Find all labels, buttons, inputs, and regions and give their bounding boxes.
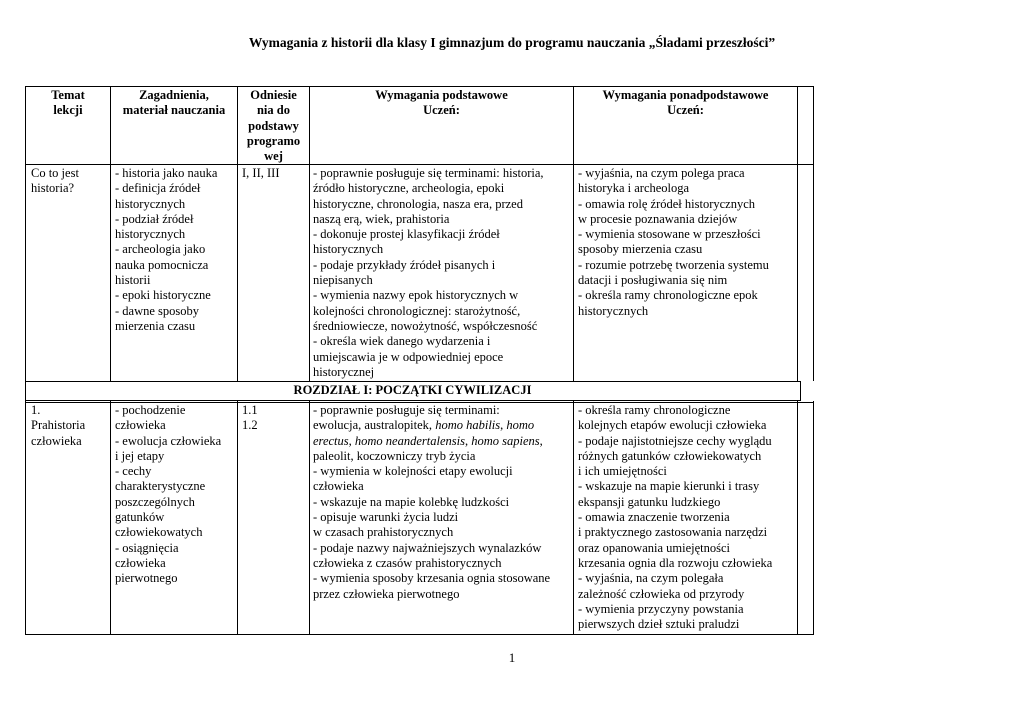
row2-issues-line: człowiekowatych <box>115 525 203 540</box>
row2-extended-line: ekspansji gatunku ludzkiego <box>578 494 721 509</box>
header-reference-line: programo <box>246 133 301 148</box>
row2-reference <box>242 403 308 434</box>
row1-issues-line: - epoki historyczne <box>115 288 211 303</box>
row2-basic-term: erectus <box>313 433 349 448</box>
row1-issues-line: - definicja źródeł <box>115 181 201 196</box>
header-basic-line: Wymagania podstawowe <box>375 88 508 102</box>
row2-reference-line: 1.2 <box>242 418 258 433</box>
header-basic <box>310 88 573 119</box>
table-border-top <box>25 86 813 87</box>
row1-basic-line: umiejscawia je w odpowiedniej epoce <box>313 349 504 364</box>
row2-extended-line: krzesania ognia dla rozwoju człowieka <box>578 555 773 570</box>
row1-extended-line: - określa ramy chronologiczne epok <box>578 288 758 303</box>
header-reference-line: Odniesie <box>250 88 297 102</box>
row1-basic-line: historycznej <box>313 364 375 379</box>
row-divider <box>25 400 800 401</box>
row2-basic-line: - wymienia w kolejności etapy ewolucji <box>313 464 513 479</box>
row1-issues-line: - dawne sposoby <box>115 303 200 318</box>
row1-extended-line: - wymienia stosowane w przeszłości <box>578 227 761 242</box>
row1-issues-line: mierzenia czasu <box>115 318 196 333</box>
row1-issues <box>115 166 236 334</box>
header-topic-line: lekcji <box>53 103 83 118</box>
row2-topic-line: Prahistoria <box>31 418 86 433</box>
row2-basic-line: przez człowieka pierwotnego <box>313 586 460 601</box>
row2-basic-text: , <box>464 433 472 448</box>
row1-basic-line: - określa wiek danego wydarzenia i <box>313 334 491 349</box>
row1-extended-line: w procesie poznawania dziejów <box>578 211 738 226</box>
row1-issues-line: nauka pomocnicza <box>115 257 209 272</box>
col-divider <box>573 86 574 381</box>
row2-issues-line: charakterystyczne <box>115 479 206 494</box>
row2-issues-line: człowieka <box>115 555 166 570</box>
col-divider <box>797 86 798 381</box>
row2-extended-line: i ich umiejętności <box>578 464 667 479</box>
row2-basic-term: homo neandertalensis <box>354 433 465 448</box>
row2-basic-line <box>313 418 572 433</box>
col-divider <box>110 86 111 381</box>
col-divider <box>309 401 310 634</box>
header-extended-line: Uczeń: <box>667 103 704 118</box>
row1-extended-line: historycznych <box>578 303 649 318</box>
page-number: 1 <box>508 650 516 665</box>
row1-basic-line: historycznych <box>313 242 384 257</box>
header-issues-line: Zagadnienia, <box>139 88 209 102</box>
row2-issues-line: - pochodzenie <box>115 403 186 417</box>
row1-issues-line: - podział źródeł <box>115 211 194 226</box>
header-topic-line: Temat <box>51 88 85 102</box>
row2-basic-text: , <box>500 418 507 433</box>
row2-issues-line: - cechy <box>115 464 152 479</box>
row2-basic-text: ewolucja, australopitek, <box>313 418 436 433</box>
row2-extended-line: - wymienia przyczyny powstania <box>578 601 744 616</box>
row2-extended <box>578 403 796 632</box>
header-issues <box>111 88 237 119</box>
row2-basic-line: w czasach prahistorycznych <box>313 525 454 540</box>
row2-basic-term: homo <box>506 418 535 433</box>
chapter-heading: ROZDZIAŁ I: POCZĄTKI CYWILIZACJI <box>293 383 532 397</box>
header-basic-line: Uczeń: <box>423 103 460 118</box>
row2-extended-line: - podaje najistotniejsze cechy wyglądu <box>578 433 772 448</box>
row1-extended <box>578 166 796 319</box>
row1-basic-line: - wymienia nazwy epok historycznych w <box>313 288 519 303</box>
row1-basic-line: historyczne, chronologia, nasza era, przed <box>313 196 523 211</box>
row2-reference-line: 1.1 <box>242 403 258 417</box>
row1-extended-line: - omawia rolę źródeł historycznych <box>578 196 756 211</box>
row2-extended-line: i praktycznego zastosowania narzędzi <box>578 525 768 540</box>
col-divider <box>309 86 310 381</box>
row2-extended-line: - określa ramy chronologiczne <box>578 403 731 417</box>
row1-basic-line: - poprawnie posługuje się terminami: historia, <box>313 166 544 180</box>
header-reference <box>238 88 309 164</box>
row1-extended-line: datacji i posługiwania się nim <box>578 273 728 288</box>
row2-issues-line: poszczególnych <box>115 494 195 509</box>
header-topic <box>26 88 110 119</box>
row2-issues-line: gatunków <box>115 510 165 525</box>
col-divider <box>813 401 814 634</box>
row2-extended-line: - omawia znaczenie tworzenia <box>578 510 730 525</box>
chapter-border-right <box>800 381 801 401</box>
row2-extended-line: oraz opanowania umiejętności <box>578 540 731 555</box>
row2-issues-line: - ewolucja człowieka <box>115 433 222 448</box>
row2-extended-line: pierwszych dzieł sztuki praludzi <box>578 617 740 632</box>
header-issues-line: materiał nauczania <box>122 103 226 118</box>
row1-topic <box>31 166 109 197</box>
row2-basic-line: paleolit, koczowniczy tryb życia <box>313 448 476 463</box>
col-divider <box>797 401 798 634</box>
header-divider <box>25 164 813 165</box>
row1-extended-line: - wyjaśnia, na czym polega praca <box>578 166 745 180</box>
row2-basic-line: - opisuje warunki życia ludzi <box>313 510 459 525</box>
row2-basic-term: homo habilis <box>435 418 501 433</box>
row2-basic-line <box>313 434 572 449</box>
row2-extended-line: - wyjaśnia, na czym polegała <box>578 571 724 586</box>
row2-basic-term: homo sapiens <box>471 433 540 448</box>
row1-basic-line: kolejności chronologicznej: starożytność, <box>313 303 521 318</box>
col-divider <box>237 401 238 634</box>
row1-basic-line: naszą erą, wiek, prahistoria <box>313 211 450 226</box>
row2-basic-line: człowieka <box>313 479 364 494</box>
header-reference-line: wej <box>264 149 283 164</box>
row1-reference-line: I, II, III <box>242 166 280 180</box>
header-reference-line: nia do <box>256 103 290 118</box>
row1-extended-line: historyka i archeologa <box>578 181 690 196</box>
row2-issues-line: pierwotnego <box>115 571 178 586</box>
row1-topic-line: historia? <box>31 181 75 196</box>
row1-basic <box>313 166 572 380</box>
row2-basic-line: - wymienia sposoby krzesania ognia stosowane <box>313 571 551 586</box>
col-divider <box>813 86 814 381</box>
row1-basic-line: źródło historyczne, archeologia, epoki <box>313 181 505 196</box>
row2-basic-line: człowieka z czasów prahistorycznych <box>313 555 502 570</box>
row1-reference <box>242 166 308 181</box>
row1-issues-line: - archeologia jako <box>115 242 206 257</box>
row1-topic-line: Co to jest <box>31 166 79 180</box>
row1-issues-line: historii <box>115 273 151 288</box>
row2-topic-line: 1. <box>31 403 41 417</box>
row1-issues-line: historycznych <box>115 227 186 242</box>
row1-basic-line: niepisanych <box>313 273 373 288</box>
row2-issues <box>115 403 236 587</box>
header-extended <box>574 88 797 119</box>
row2-extended-line: - wskazuje na mapie kierunki i trasy <box>578 479 760 494</box>
row2-extended-line: różnych gatunków człowiekowatych <box>578 448 762 463</box>
row2-topic <box>31 403 109 449</box>
col-divider <box>110 401 111 634</box>
row1-issues-line: historycznych <box>115 196 186 211</box>
header-reference-line: podstawy <box>248 118 299 133</box>
row2-extended-line: zależność człowieka od przyrody <box>578 586 745 601</box>
row2-issues-line: i jej etapy <box>115 448 165 463</box>
row2-extended-line: kolejnych etapów ewolucji człowieka <box>578 418 767 433</box>
row2-basic-text: , <box>348 433 355 448</box>
header-extended-line: Wymagania ponadpodstawowe <box>602 88 769 102</box>
row1-basic-line: średniowiecze, nowożytność, współczesność <box>313 318 538 333</box>
document-title: Wymagania z historii dla klasy I gimnazjum do programu nauczania „Śladami przeszłości” <box>248 35 776 50</box>
row1-extended-line: - rozumie potrzebę tworzenia systemu <box>578 257 769 272</box>
row1-issues-line: - historia jako nauka <box>115 166 218 180</box>
row2-topic-line: człowieka <box>31 433 82 448</box>
row2-basic-line: - wskazuje na mapie kolebkę ludzkości <box>313 494 510 509</box>
row1-basic-line: - podaje przykłady źródeł pisanych i <box>313 257 496 272</box>
row1-basic-line: - dokonuje prostej klasyfikacji źródeł <box>313 227 500 242</box>
row2-basic-line: - podaje nazwy najważniejszych wynalazków <box>313 540 542 555</box>
row2-basic <box>313 403 572 602</box>
col-divider <box>573 401 574 634</box>
row2-issues-line: człowieka <box>115 418 166 433</box>
row2-basic-text: , <box>539 433 543 448</box>
row2-basic-line: - poprawnie posługuje się terminami: <box>313 403 500 417</box>
row1-extended-line: sposoby mierzenia czasu <box>578 242 703 257</box>
row2-issues-line: - osiągnięcia <box>115 540 179 555</box>
